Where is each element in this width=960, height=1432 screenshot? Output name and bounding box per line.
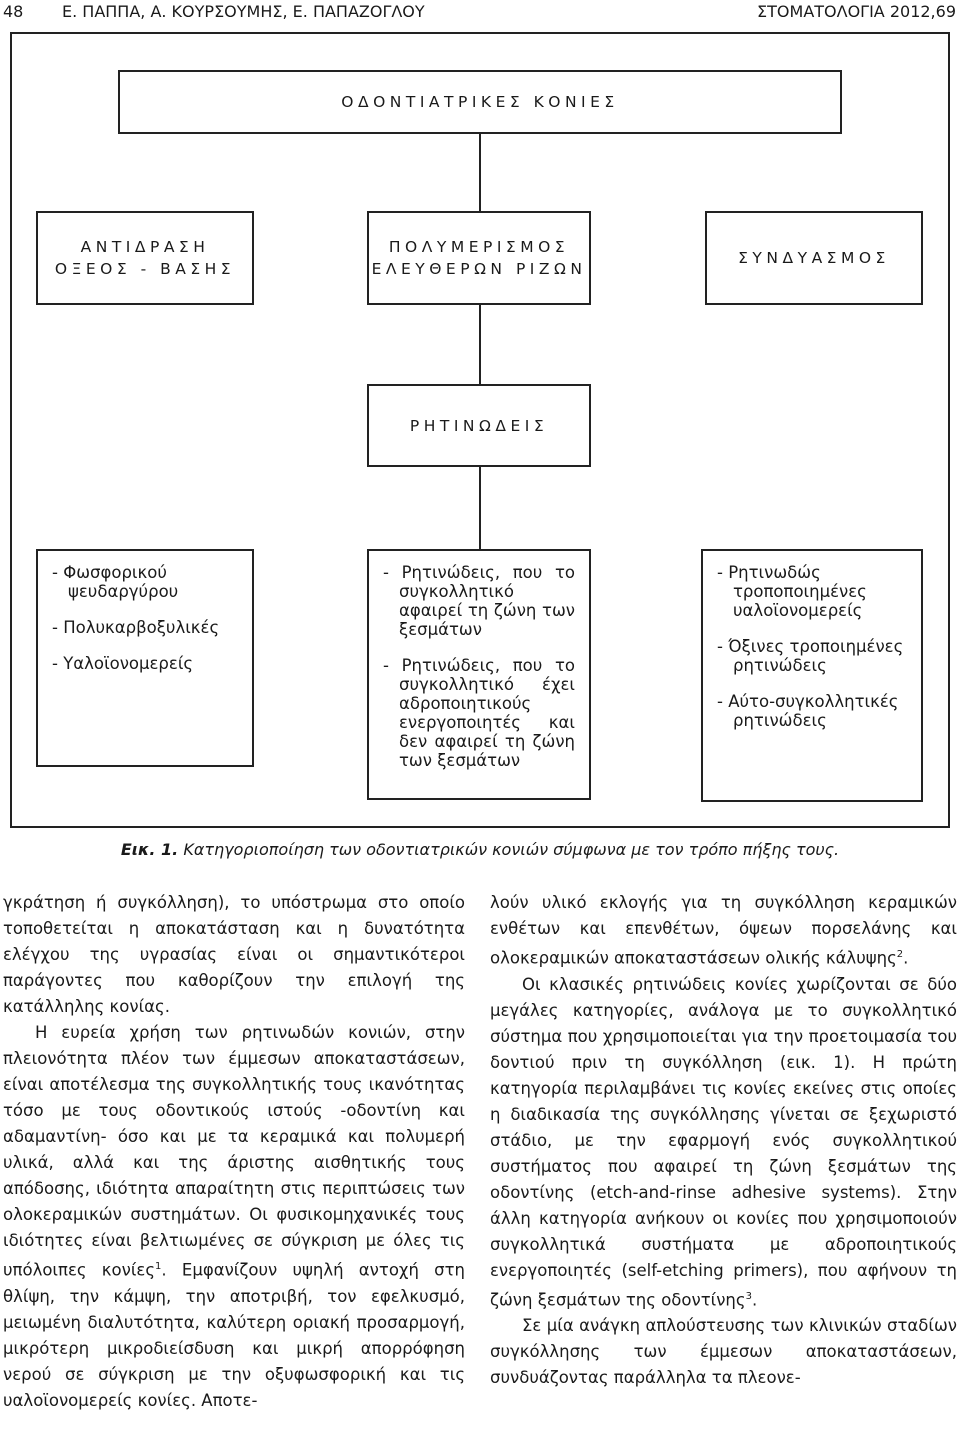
right-list-box [701,549,923,802]
paragraph-text: . [903,948,909,968]
paragraph-text: λούν υλικό εκλογής για τη συγκόλληση κεραμικών ενθέτων και επενθέτων, όψεων πορσελάνης και ολοκεραμικών αποκαταστάσεων ολικής κάλυψης [490,893,957,968]
category-box-polymerization [367,211,591,305]
paragraph [3,1020,465,1414]
category-acid-base: ΑΝΤΙΔΡΑΣΗ ΟΞΕΟΣ - ΒΑΣΗΣ [54,238,236,278]
category-box-acid-base [36,211,254,305]
list-item: - Ρητινώδεις, που το συγκολλητικό αφαιρεί τη ζώνη των ξεσμάτων [383,563,575,639]
body-column-left [3,890,465,1414]
list-item: - Υαλοϊονομερείς [52,654,238,673]
category-box-combination [705,211,923,305]
list-item: - Όξινες τροποιημένες ρητινώδεις [717,637,907,675]
list-item: - Αύτο-συγκολλητικές ρητινώδεις [717,692,907,730]
paragraph-text: . Εμφανίζουν υψηλή αντοχή στη θλίψη, την κάμψη, την αποτριβή, τον εφελκυσμό, μειωμένη διαλυτότητα, καλύτερη οριακή προσαρμογή, μικρότερη μικροδιείσδυση και μικρή απορρόφηση νερού σε σύγκριση με την οξυφωσφορική και τις υαλοϊονομερείς κονίες. Αποτε- [3,1260,465,1410]
paragraph [490,890,957,972]
caption-text: Κατηγοριοποίηση των οδοντιατρικών κονιών σύμφωνα με τον τρόπο πήξης τους. [183,840,840,859]
top-title: ΟΔΟΝΤΙΑΤΡΙΚΕΣ ΚΟΝΙΕΣ [341,93,619,111]
journal-citation: ΣΤΟΜΑΤΟΛΟΓΙΑ 2012,69 [757,2,956,21]
paragraph: Σε μία ανάγκη απλούστευσης των κλινικών σταδίων συγκόλλησης των έμμεσων αποκαταστάσεων, συνδυάζοντας παράλληλα τα πλεονε- [490,1316,957,1387]
list-item: - Φωσφορικού ψευδαργύρου [52,563,238,601]
left-list-box [36,549,254,767]
paragraph-text: Η ευρεία χρήση των ρητινωδών κονιών, στην πλειονότητα πλέον των έμμεσων αποκαταστάσεων, είναι αποτέλεσμα της συγκολλητικής τους ικανότητας τόσο με τους οδοντικούς ιστούς -οδοντίνη και αδαμαντίνη- όσο και με τα κεραμικά και πολυμερή υλικά, αλλά και της άριστης αισθητικής τους απόδοσης, ιδιότητα απαραίτητη στις περιπτώσεις των ολοκεραμικών συστημάτων. Οι φυσικομηχανικές τους ιδιότητες είναι βελτιωμένες σε σύγκριση με όλες τις υπόλοιπες κονίες [3,1023,465,1280]
list-item: - Πολυκαρβοξυλικές [52,618,238,637]
paragraph-text: . [751,1290,758,1309]
category-combination: ΣΥΝΔΥΑΣΜΟΣ [738,249,890,267]
page-number: 48 [3,2,24,21]
list-item: - Ρητινωδώς τροποποιημένες υαλοϊονομερείς [717,563,907,620]
list-item: - Ρητινώδεις, που το συγκολλητικό έχει αδροποιητικούς ενεργοποιητές και δεν αφαιρεί τη ζώνη των ξεσμάτων [383,656,575,770]
category-polymerization: ΠΟΛΥΜΕΡΙΣΜΟΣ ΕΛΕΥΘΕΡΩΝ ΡΙΖΩΝ [371,238,587,278]
reference-marker: 2 [896,949,904,960]
caption-label: Εικ. 1. [120,840,179,859]
middle-list-box [367,549,591,800]
figure-caption [0,840,960,859]
reference-marker: 1 [155,1261,162,1272]
reference-marker: 3 [745,1290,752,1302]
paragraph-text: Οι κλασικές ρητινώδεις κονίες χωρίζονται σε δύο μεγάλες κατηγορίες, ανάλογα με το συγκολλητικό σύστημα που χρησιμοποιείται για την προετοιμασία του δοντιού πριν τη συγκόλληση (εικ. 1). Η πρώτη κατηγορία περιλαμβάνει τις κονίες εκείνες στις οποίες η διαδικασία της συγκόλλησης γίνεται σε ξεχωριστό στάδιο, με την εφαρμογή ενός συγκολλητικού συστήματος που αφαιρεί τη ζώνη ξεσμάτων της οδοντίνης (etch-and-rinse adhesive systems). Στην άλλη κατηγορία ανήκουν οι κονίες που χρησιμοποιούν συγκολλητικά συστήματα με αδροποιητικούς ενεργοποιητές (self-etching primers), που αφήνουν τη ζώνη ξεσμάτων της οδοντίνης [490,974,957,1309]
resins-box [367,384,591,467]
paragraph [490,972,957,1314]
paragraph: γκράτηση ή συγκόλληση), το υπόστρωμα στο οποίο τοποθετείται η αποκατάσταση και η δυνατότητα ελέγχου της υγρασίας είναι οι σημαντικότεροι παράγοντες που καθορίζουν την επιλογή της κατάλληλης κονίας. [3,893,465,1016]
body-column-right [490,890,957,1391]
authors-line: Ε. ΠΑΠΠΑ, Α. ΚΟΥΡΣΟΥΜΗΣ, Ε. ΠΑΠΑΖΟΓΛΟΥ [62,2,425,21]
top-title-box [118,70,842,134]
resins-title: ΡΗΤΙΝΩΔΕΙΣ [409,416,549,435]
